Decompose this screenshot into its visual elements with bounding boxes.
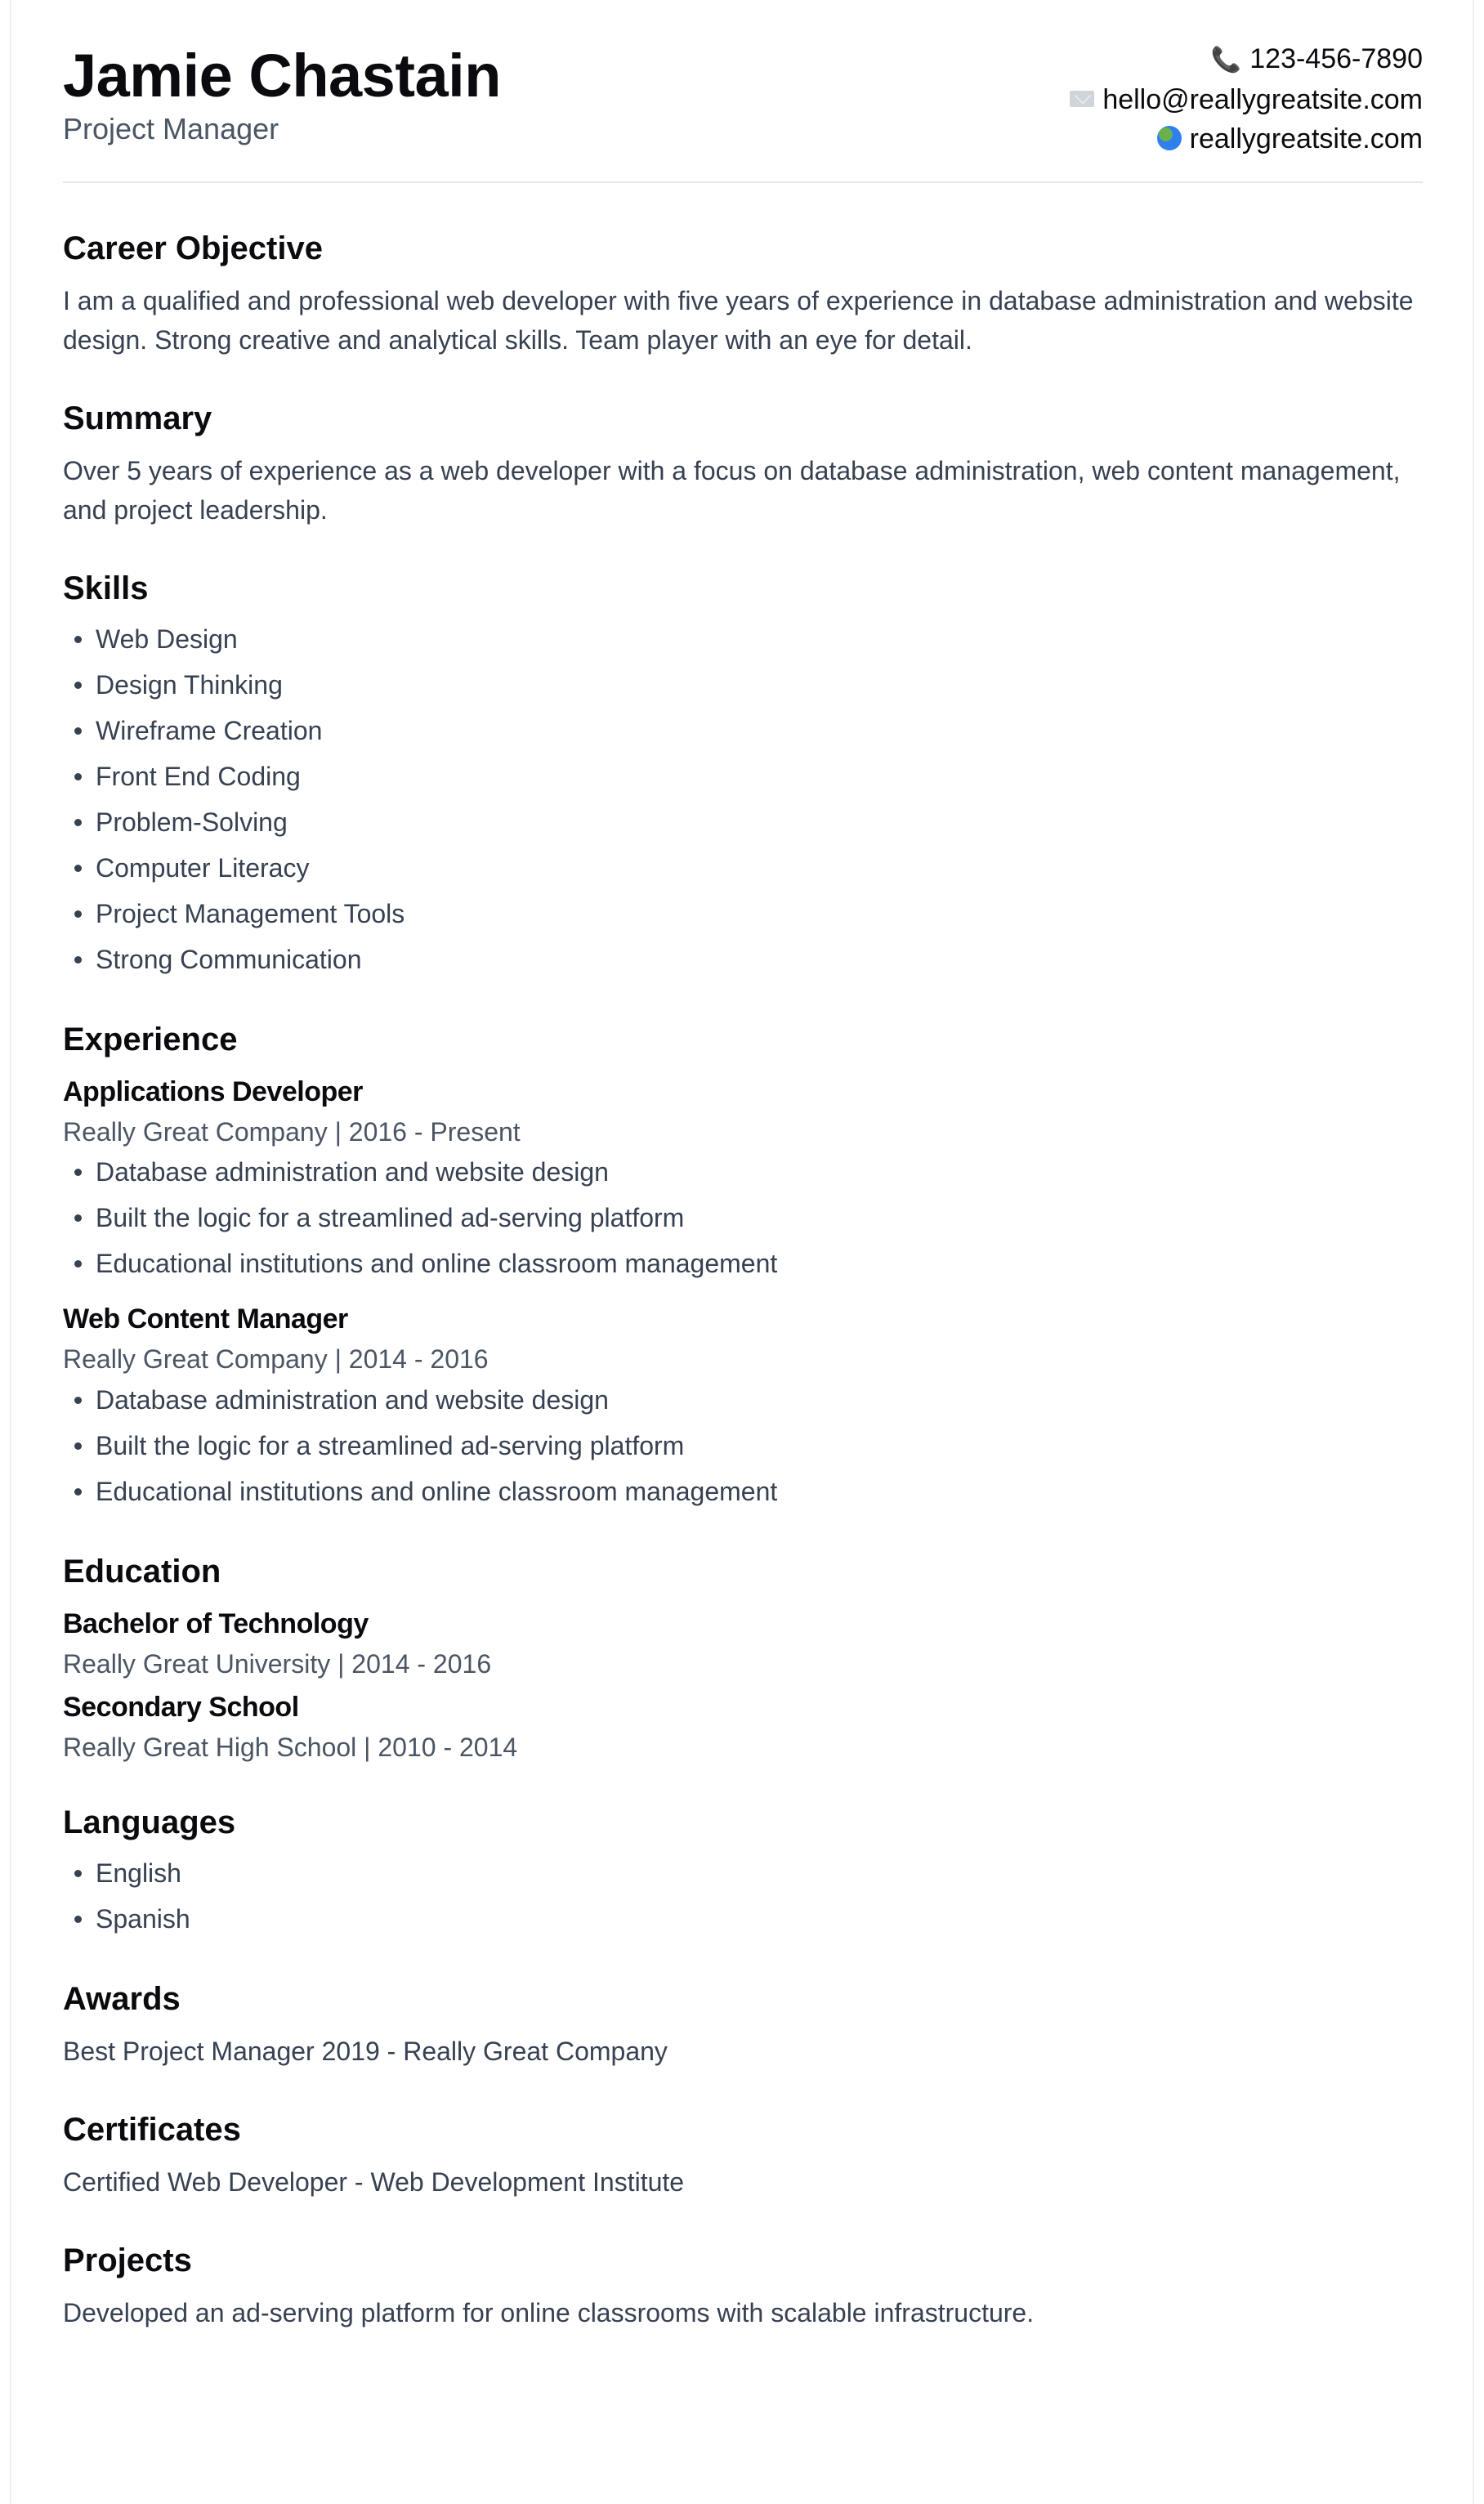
section-title: Career Objective — [63, 230, 323, 266]
education-meta: Really Great High School | 2010 - 2014 — [63, 1732, 518, 1762]
list-item: Computer Literacy — [96, 845, 1423, 891]
list-item: Wireframe Creation — [96, 708, 1423, 753]
job-entry — [63, 1075, 1423, 1286]
list-item: Web Design — [96, 616, 1423, 662]
section-career-objective — [63, 229, 1423, 360]
career-objective-text: I am a qualified and professional web developer with five years of experience in database administration and website design. Strong creative and analytical skills. Team player with an eye for detail. — [63, 286, 1414, 355]
section-projects — [63, 2241, 1423, 2332]
education-meta: Really Great University | 2014 - 2016 — [63, 1648, 492, 1679]
list-item: Educational institutions and online classroom management — [96, 1469, 1423, 1514]
resume — [63, 39, 1423, 2332]
job-bullets — [63, 1149, 1423, 1286]
section-title: Certificates — [63, 2111, 241, 2148]
awards-text: Best Project Manager 2019 - Really Great Company — [63, 2036, 668, 2066]
list-item: Spanish — [96, 1896, 1423, 1942]
skills-list — [63, 616, 1423, 982]
contact-phone — [1070, 39, 1423, 80]
email-text[interactable]: hello@reallygreatsite.com — [1102, 84, 1423, 115]
section-awards — [63, 1979, 1423, 2071]
degree-title: Secondary School — [63, 1692, 299, 1724]
page-border-right — [1473, 0, 1474, 2504]
resume-header — [63, 39, 1423, 183]
projects-text: Developed an ad-serving platform for online classrooms with scalable infrastructure. — [63, 2297, 1035, 2327]
job-title: Web Content Manager — [63, 1303, 348, 1335]
degree-title: Bachelor of Technology — [63, 1607, 369, 1639]
section-certificates — [63, 2110, 1423, 2202]
list-item: Strong Communication — [96, 937, 1423, 982]
list-item: Design Thinking — [96, 662, 1423, 708]
contact-website[interactable] — [1070, 119, 1423, 159]
phone-icon: 📞 — [1210, 47, 1242, 74]
section-experience — [63, 1020, 1423, 1514]
website-text[interactable]: reallygreatsite.com — [1189, 123, 1423, 154]
section-title: Projects — [63, 2242, 192, 2278]
candidate-role: Project Manager — [63, 112, 279, 145]
list-item: English — [96, 1850, 1423, 1896]
globe-icon — [1157, 126, 1182, 150]
section-education — [63, 1552, 1423, 1765]
section-title: Awards — [63, 1980, 181, 2017]
section-title: Summary — [63, 400, 212, 436]
section-languages — [63, 1803, 1423, 1942]
envelope-icon — [1070, 91, 1094, 107]
list-item: Front End Coding — [96, 753, 1423, 799]
summary-text: Over 5 years of experience as a web developer with a focus on database administration, web content management, and project leadership. — [63, 456, 1401, 525]
contact-email[interactable] — [1070, 80, 1423, 119]
section-title: Education — [63, 1553, 221, 1590]
job-meta: Really Great Company | 2014 - 2016 — [63, 1344, 489, 1375]
job-meta: Really Great Company | 2016 - Present — [63, 1116, 521, 1147]
section-title: Experience — [63, 1022, 238, 1057]
contact-info — [1070, 39, 1423, 159]
list-item: Project Management Tools — [96, 891, 1423, 937]
list-item: Built the logic for a streamlined ad-serving platform — [96, 1195, 1423, 1241]
job-title: Applications Developer — [63, 1076, 363, 1107]
certificates-text: Certified Web Developer - Web Development Institute — [63, 2166, 685, 2197]
job-bullets — [63, 1377, 1423, 1514]
list-item: Problem-Solving — [96, 799, 1423, 845]
list-item: Built the logic for a streamlined ad-serving platform — [96, 1423, 1423, 1469]
section-skills — [63, 569, 1423, 982]
languages-list — [63, 1850, 1423, 1942]
job-entry — [63, 1303, 1423, 1514]
education-entry — [63, 1607, 1423, 1681]
section-title: Languages — [63, 1804, 236, 1840]
education-entry — [63, 1691, 1423, 1764]
candidate-name: Jamie Chastain — [63, 42, 501, 110]
page-border-left — [10, 0, 11, 2504]
list-item: Database administration and website design — [96, 1377, 1423, 1423]
phone-text: 123-456-7890 — [1249, 43, 1423, 74]
section-summary — [63, 399, 1423, 530]
section-title: Skills — [63, 570, 149, 606]
list-item: Database administration and website design — [96, 1149, 1423, 1195]
list-item: Educational institutions and online classroom management — [96, 1241, 1423, 1286]
